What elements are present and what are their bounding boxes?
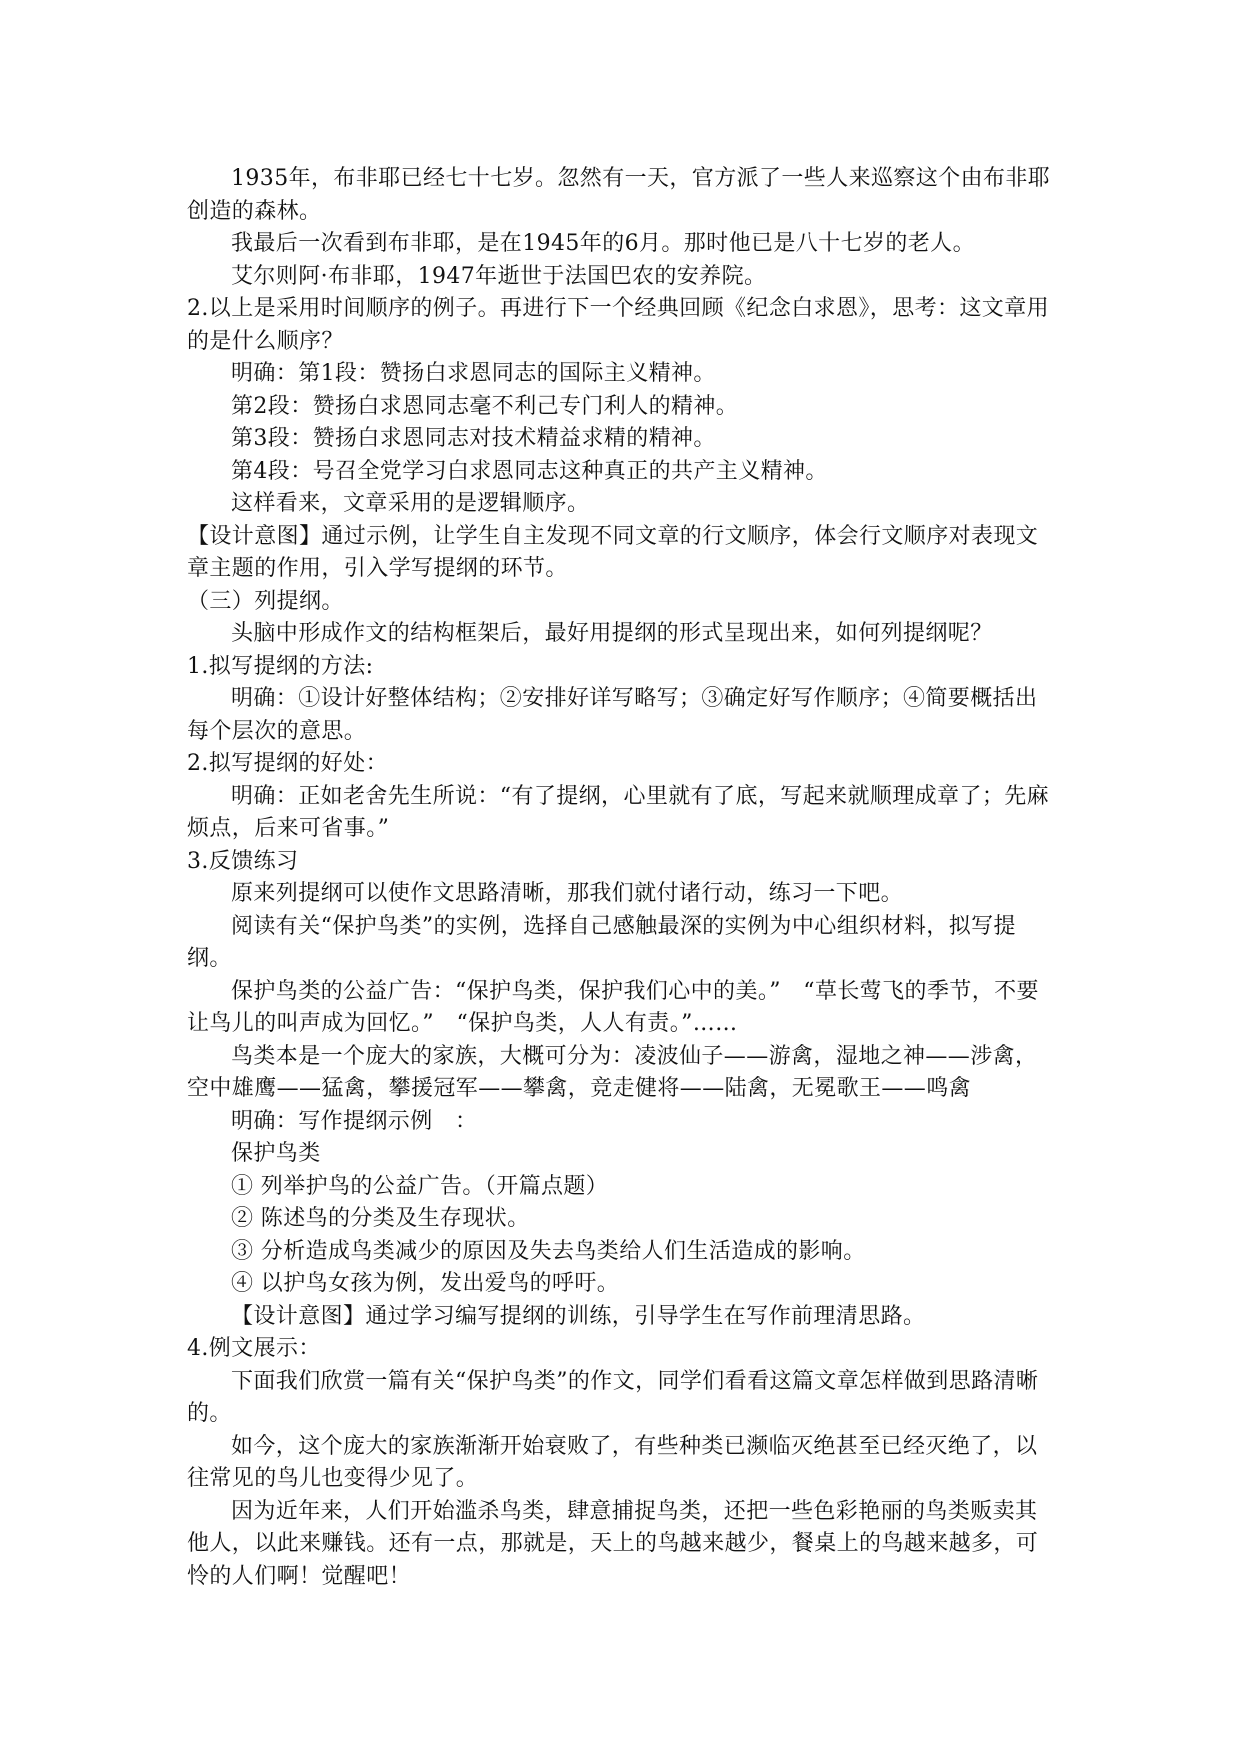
outline-item-3: ③ 分析造成鸟类减少的原因及失去鸟类给人们生活造成的影响。 (231, 1238, 866, 1264)
paragraph-31: 如今，这个庞大的家族渐渐开始衰败了，有些种类已濒临灭绝甚至已经灭绝了，以往常见的鸟儿也变得少见了。 (187, 1433, 1038, 1491)
paragraph-2: 我最后一次看到布非耶，是在1945年的6月。那时他已是八十七岁的老人。 (231, 231, 975, 256)
paragraph-22: 明确：写作提纲示例 ： (231, 1108, 478, 1134)
subheading-4: 4.例文展示： (187, 1336, 321, 1361)
paragraph-6: 第2段：赞扬白求恩同志毫不利己专门利人的精神。 (231, 393, 739, 419)
outline-item-4: ④ 以护鸟女孩为例，发出爱鸟的呼吁。 (231, 1271, 620, 1296)
subheading-3: 3.反馈练习 (187, 848, 299, 874)
paragraph-20: 保护鸟类的公益广告：“保护鸟类，保护我们心中的美。” “草长莺飞的季节，不要让鸟儿的叫声成为回忆。” “保护鸟类，人人有责。”…… (187, 978, 1039, 1036)
paragraph-14: 明确：①设计好整体结构；②安排好详写略写；③确定好写作顺序；④简要概括出每个层次的意思。 (187, 686, 1038, 744)
paragraph-18: 原来列提纲可以使作文思路清晰，那我们就付诸行动，练习一下吧。 (231, 881, 904, 906)
paragraph-7: 第3段：赞扬白求恩同志对技术精益求精的精神。 (231, 426, 716, 451)
paragraph-4: 2.以上是采用时间顺序的例子。再进行下一个经典回顾《纪念白求恩》，思考：这文章用的是什么顺序？ (187, 296, 1049, 354)
paragraph-5: 明确：第1段：赞扬白求恩同志的国际主义精神。 (231, 361, 716, 386)
outline-title: 保护鸟类 (231, 1141, 321, 1166)
paragraph-12: 头脑中形成作文的结构框架后，最好用提纲的形式呈现出来，如何列提纲呢？ (231, 621, 993, 646)
section-heading-3: （三）列提纲。 (187, 588, 344, 614)
outline-item-1: ① 列举护鸟的公益广告。（开篇点题） (231, 1173, 609, 1199)
paragraph-19: 阅读有关“保护鸟类”的实例，选择自己感触最深的实例为中心组织材料，拟写提纲。 (187, 913, 1016, 971)
paragraph-21: 鸟类本是一个庞大的家族，大概可分为：凌波仙子——游禽，湿地之神——涉禽，空中雄鹰——猛禽，攀援冠军——攀禽，竞走健将——陆禽，无冕歌王——鸣禽 (187, 1043, 1038, 1101)
paragraph-32: 因为近年来，人们开始滥杀鸟类，肆意捕捉鸟类，还把一些色彩艳丽的鸟类贩卖其他人，以此来赚钱。还有一点，那就是，天上的鸟越来越少，餐桌上的鸟越来越多，可怜的人们啊！觉醒吧！ (187, 1498, 1039, 1589)
paragraph-30: 下面我们欣赏一篇有关“保护鸟类”的作文，同学们看看这篇文章怎样做到思路清晰的。 (187, 1368, 1039, 1426)
paragraph-16: 明确：正如老舍先生所说：“有了提纲，心里就有了底，写起来就顺理成章了；先麻烦点，后来可省事。” (187, 783, 1050, 841)
paragraph-1: 1935年，布非耶已经七十七岁。忽然有一天，官方派了一些人来巡察这个由布非耶创造的森林。 (187, 166, 1051, 224)
paragraph-8: 第4段：号召全党学习白求恩同志这种真正的共产主义精神。 (231, 458, 828, 484)
subheading-2: 2.拟写提纲的好处： (187, 751, 388, 776)
paragraph-3: 艾尔则阿·布非耶，1947年逝世于法国巴农的安养院。 (231, 263, 767, 289)
design-intent-1: 【设计意图】通过示例，让学生自主发现不同文章的行文顺序，体会行文顺序对表现文章主题的作用，引入学写提纲的环节。 (187, 523, 1039, 581)
paragraph-9: 这样看来，文章采用的是逻辑顺序。 (231, 491, 590, 516)
outline-item-2: ② 陈述鸟的分类及生存现状。 (231, 1206, 530, 1231)
subheading-1: 1.拟写提纲的方法: (187, 653, 374, 679)
design-intent-2: 【设计意图】通过学习编写提纲的训练，引导学生在写作前理清思路。 (231, 1303, 926, 1329)
document-body (187, 163, 1057, 1593)
